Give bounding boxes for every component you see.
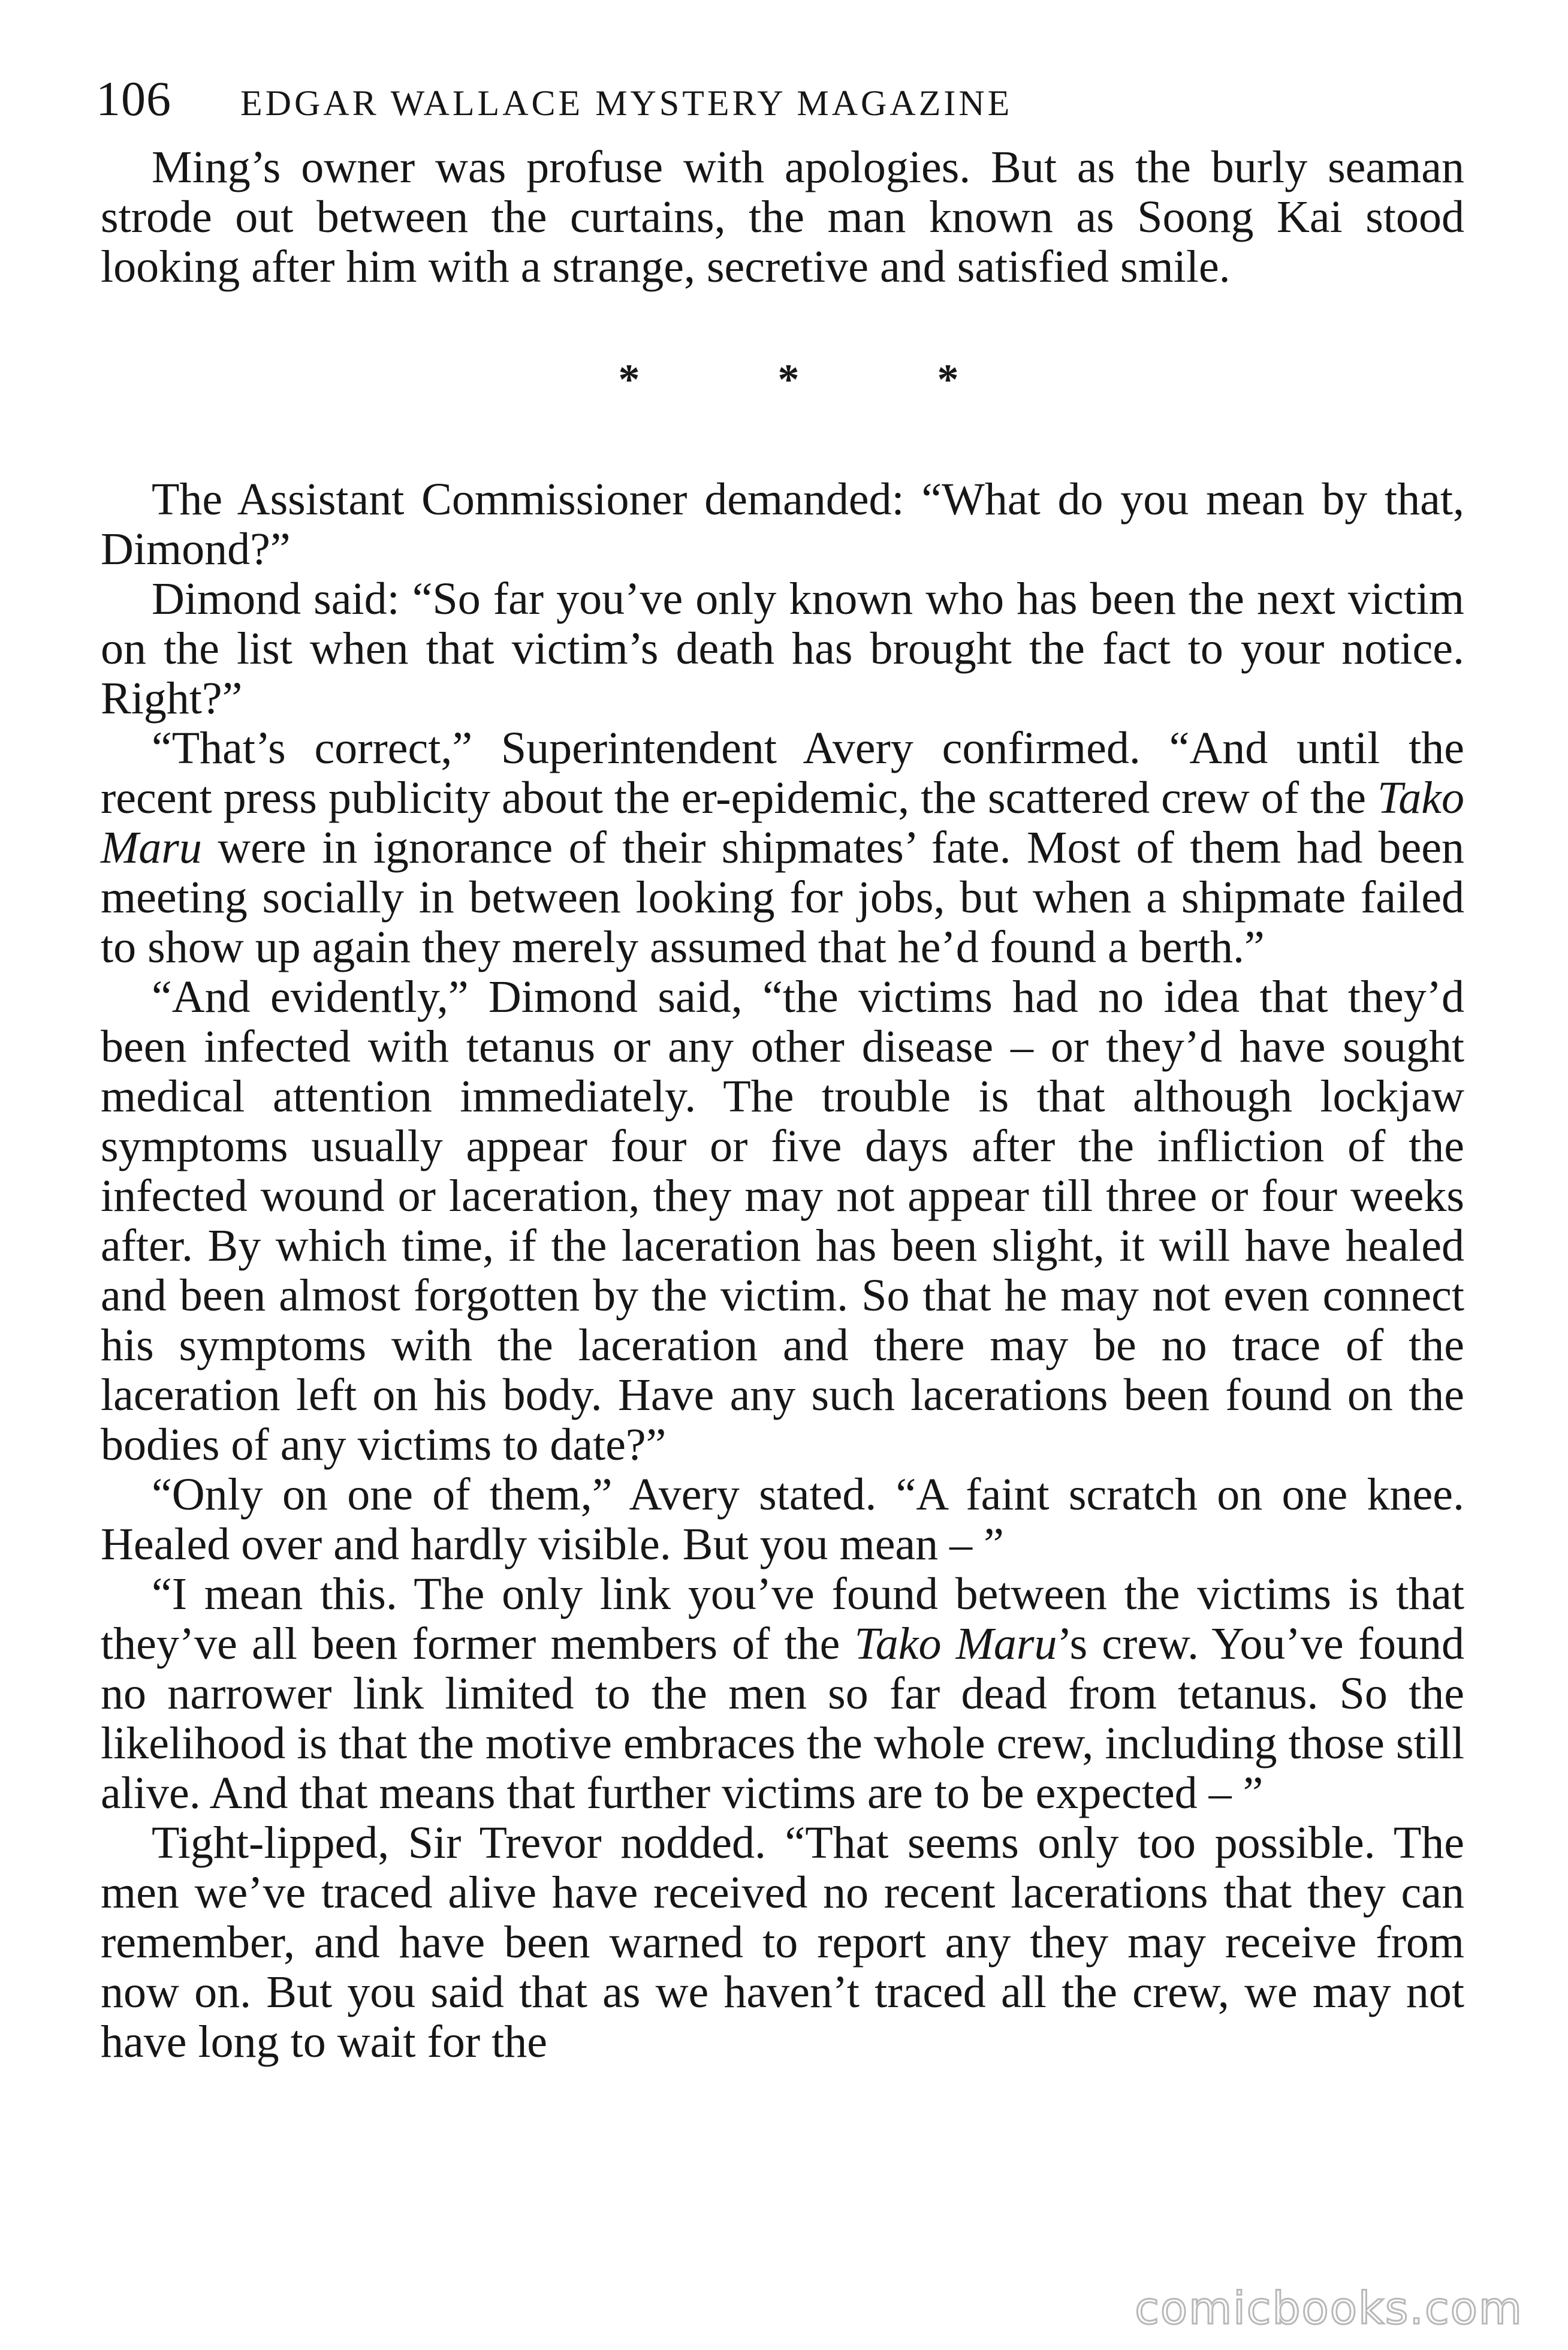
watermark: comicbooks.com (1135, 2283, 1523, 2334)
paragraph-and-evidently: “And evidently,” Dimond said, “the victims had no idea that they’d been infected with tetanus or any other disease – or they’d have sought medical attention immediately. The trouble is that although lockjaw symptoms usually appear four or five days after the infliction of the infected wound or laceration, they may not appear till three or four weeks after. By which time, if the laceration has been slight, it will have healed and been almost forgotten by the victim. So that he may not even connect his symptoms with the laceration and there may be no trace of the laceration left on his body. Have any such lacerations been found on the bodies of any victims to date?” (101, 972, 1464, 1470)
section-break-star: * (777, 355, 800, 403)
paragraph-text-segment: “I mean this. The only link you’ve found between the victims is that they’ve all been former members of the (101, 1569, 1464, 1669)
paragraph-text-segment: were in ignorance of their shipmates’ fate. Most of them had been meeting socially in between looking for jobs, but when a shipmate failed to show up again they merely assumed that he’d found a berth.” (101, 822, 1464, 972)
running-title: EDGAR WALLACE MYSTERY MAGAZINE (240, 83, 1013, 123)
paragraph-ming-owner: Ming’s owner was profuse with apologies. But as the burly seaman strode out between the curtains, the man known as Soong Kai stood looking after him with a strange, secretive and satisfied smile. (101, 142, 1464, 292)
paragraph-assistant-commissioner: The Assistant Commissioner demanded: “What do you mean by that, Dimond?” (101, 474, 1464, 574)
section-break-star: * (618, 355, 640, 403)
section-break (101, 355, 1464, 409)
body-text (101, 143, 1464, 2067)
ship-name: Tako Maru (101, 773, 1464, 873)
paragraph-dimond-said: Dimond said: “So far you’ve only known who has been the next victim on the list when that victim’s death has brought the fact to your notice. Right?” (101, 574, 1464, 724)
page-number: 106 (96, 71, 171, 126)
paragraph-only-on-one: “Only on one of them,” Avery stated. “A faint scratch on one knee. Healed over and hardly visible. But you mean – ” (101, 1469, 1464, 1569)
paragraph-avery-confirmed (101, 724, 1464, 972)
page-header (96, 71, 1474, 131)
paragraph-text-segment: “That’s correct,” Superintendent Avery confirmed. “And until the recent press publicity about the er-epidemic, the scattered crew of the (101, 723, 1464, 823)
paragraph-tight-lipped: Tight-lipped, Sir Trevor nodded. “That seems only too possible. The men we’ve traced alive have received no recent lacerations that they can remember, and have been warned to report any they may receive from now on. But you said that as we haven’t traced all the crew, we may not have long to wait for the (101, 1818, 1464, 2067)
paragraph-i-mean-this (101, 1569, 1464, 1818)
section-break-star: * (937, 355, 959, 403)
paragraph-text-segment: ’s crew. You’ve found no narrower link limited to the men so far dead from tetanus. So the likelihood is that the motive embraces the whole crew, including those still alive. And that means that further victims are to be expected – ” (101, 1619, 1464, 1818)
ship-name: Tako Maru (854, 1619, 1057, 1669)
